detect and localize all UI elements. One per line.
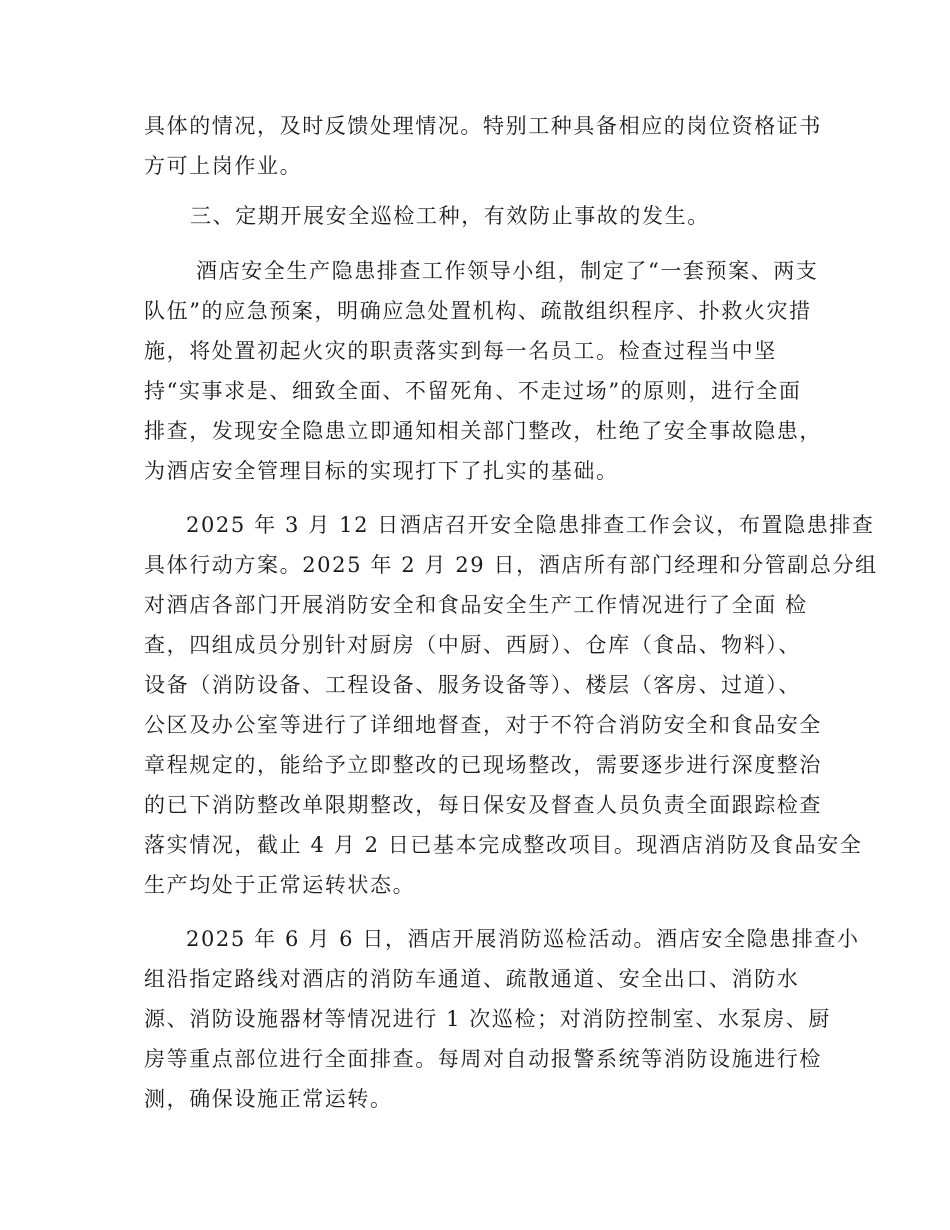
text-line: 具体的情况，及时反馈处理情况。特别工种具备相应的岗位资格证书 — [144, 114, 822, 138]
text-line: 2025 年 6 月 6 日，酒店开展消防巡检活动。酒店安全隐患排查小 — [186, 927, 860, 951]
text-line: 房等重点部位进行全面排查。每周对自动报警系统等消防设施进行检 — [144, 1047, 822, 1071]
text-line: 方可上岗作业。 — [144, 154, 303, 178]
text-line: 源、消防设施器材等情况进行 1 次巡检；对消防控制室、水泵房、厨 — [144, 1007, 831, 1031]
text-line: 2025 年 3 月 12 日酒店召开安全隐患排查工作会议，布置隐患排查 — [186, 513, 875, 537]
text-line: 的已下消防整改单限期整改，每日保安及督查人员负责全面跟踪检查 — [144, 793, 822, 817]
text-line: 设备（消防设备、工程设备、服务设备等）、楼层（客房、过道）、 — [144, 673, 801, 697]
text-line: 测，确保设施正常运转。 — [144, 1087, 393, 1111]
text-line: 具体行动方案。2025 年 2 月 29 日，酒店所有部门经理和分管副总分组 — [144, 553, 878, 577]
text-line: 酒店安全生产隐患排查工作领导小组，制定了“一套预案、两支 — [196, 259, 819, 283]
text-line: 生产均处于正常运转状态。 — [144, 873, 416, 897]
text-line: 章程规定的，能给予立即整改的已现场整改，需要逐步进行深度整治 — [144, 753, 822, 777]
text-line: 施，将处置初起火灾的职责落实到每一名员工。检查过程当中坚 — [144, 339, 777, 363]
text-line: 落实情况，截止 4 月 2 日已基本完成整改项目。现酒店消防及食品安全 — [144, 833, 863, 857]
text-line: 组沿指定路线对酒店的消防车通道、疏散通道、安全出口、消防水 — [144, 967, 800, 991]
text-line: 对酒店各部门开展消防安全和食品安全生产工作情况进行了全面 检 — [144, 593, 808, 617]
section-heading: 三、定期开展安全巡检工种，有效防止事故的发生。 — [190, 204, 710, 228]
text-line: 持“实事求是、细致全面、不留死角、不走过场”的原则，进行全面 — [144, 379, 802, 403]
text-line: 查，四组成员分别针对厨房（中厨、西厨）、仓库（食品、物料）、 — [144, 633, 801, 657]
text-line: 为酒店安全管理目标的实现打下了扎实的基础。 — [144, 459, 619, 483]
text-line: 队伍”的应急预案，明确应急处置机构、疏散组织程序、扑救火灾措 — [144, 299, 812, 323]
text-line: 公区及办公室等进行了详细地督查，对于不符合消防安全和食品安全 — [144, 713, 822, 737]
text-line: 排查，发现安全隐患立即通知相关部门整改，杜绝了安全事故隐患， — [144, 419, 822, 443]
